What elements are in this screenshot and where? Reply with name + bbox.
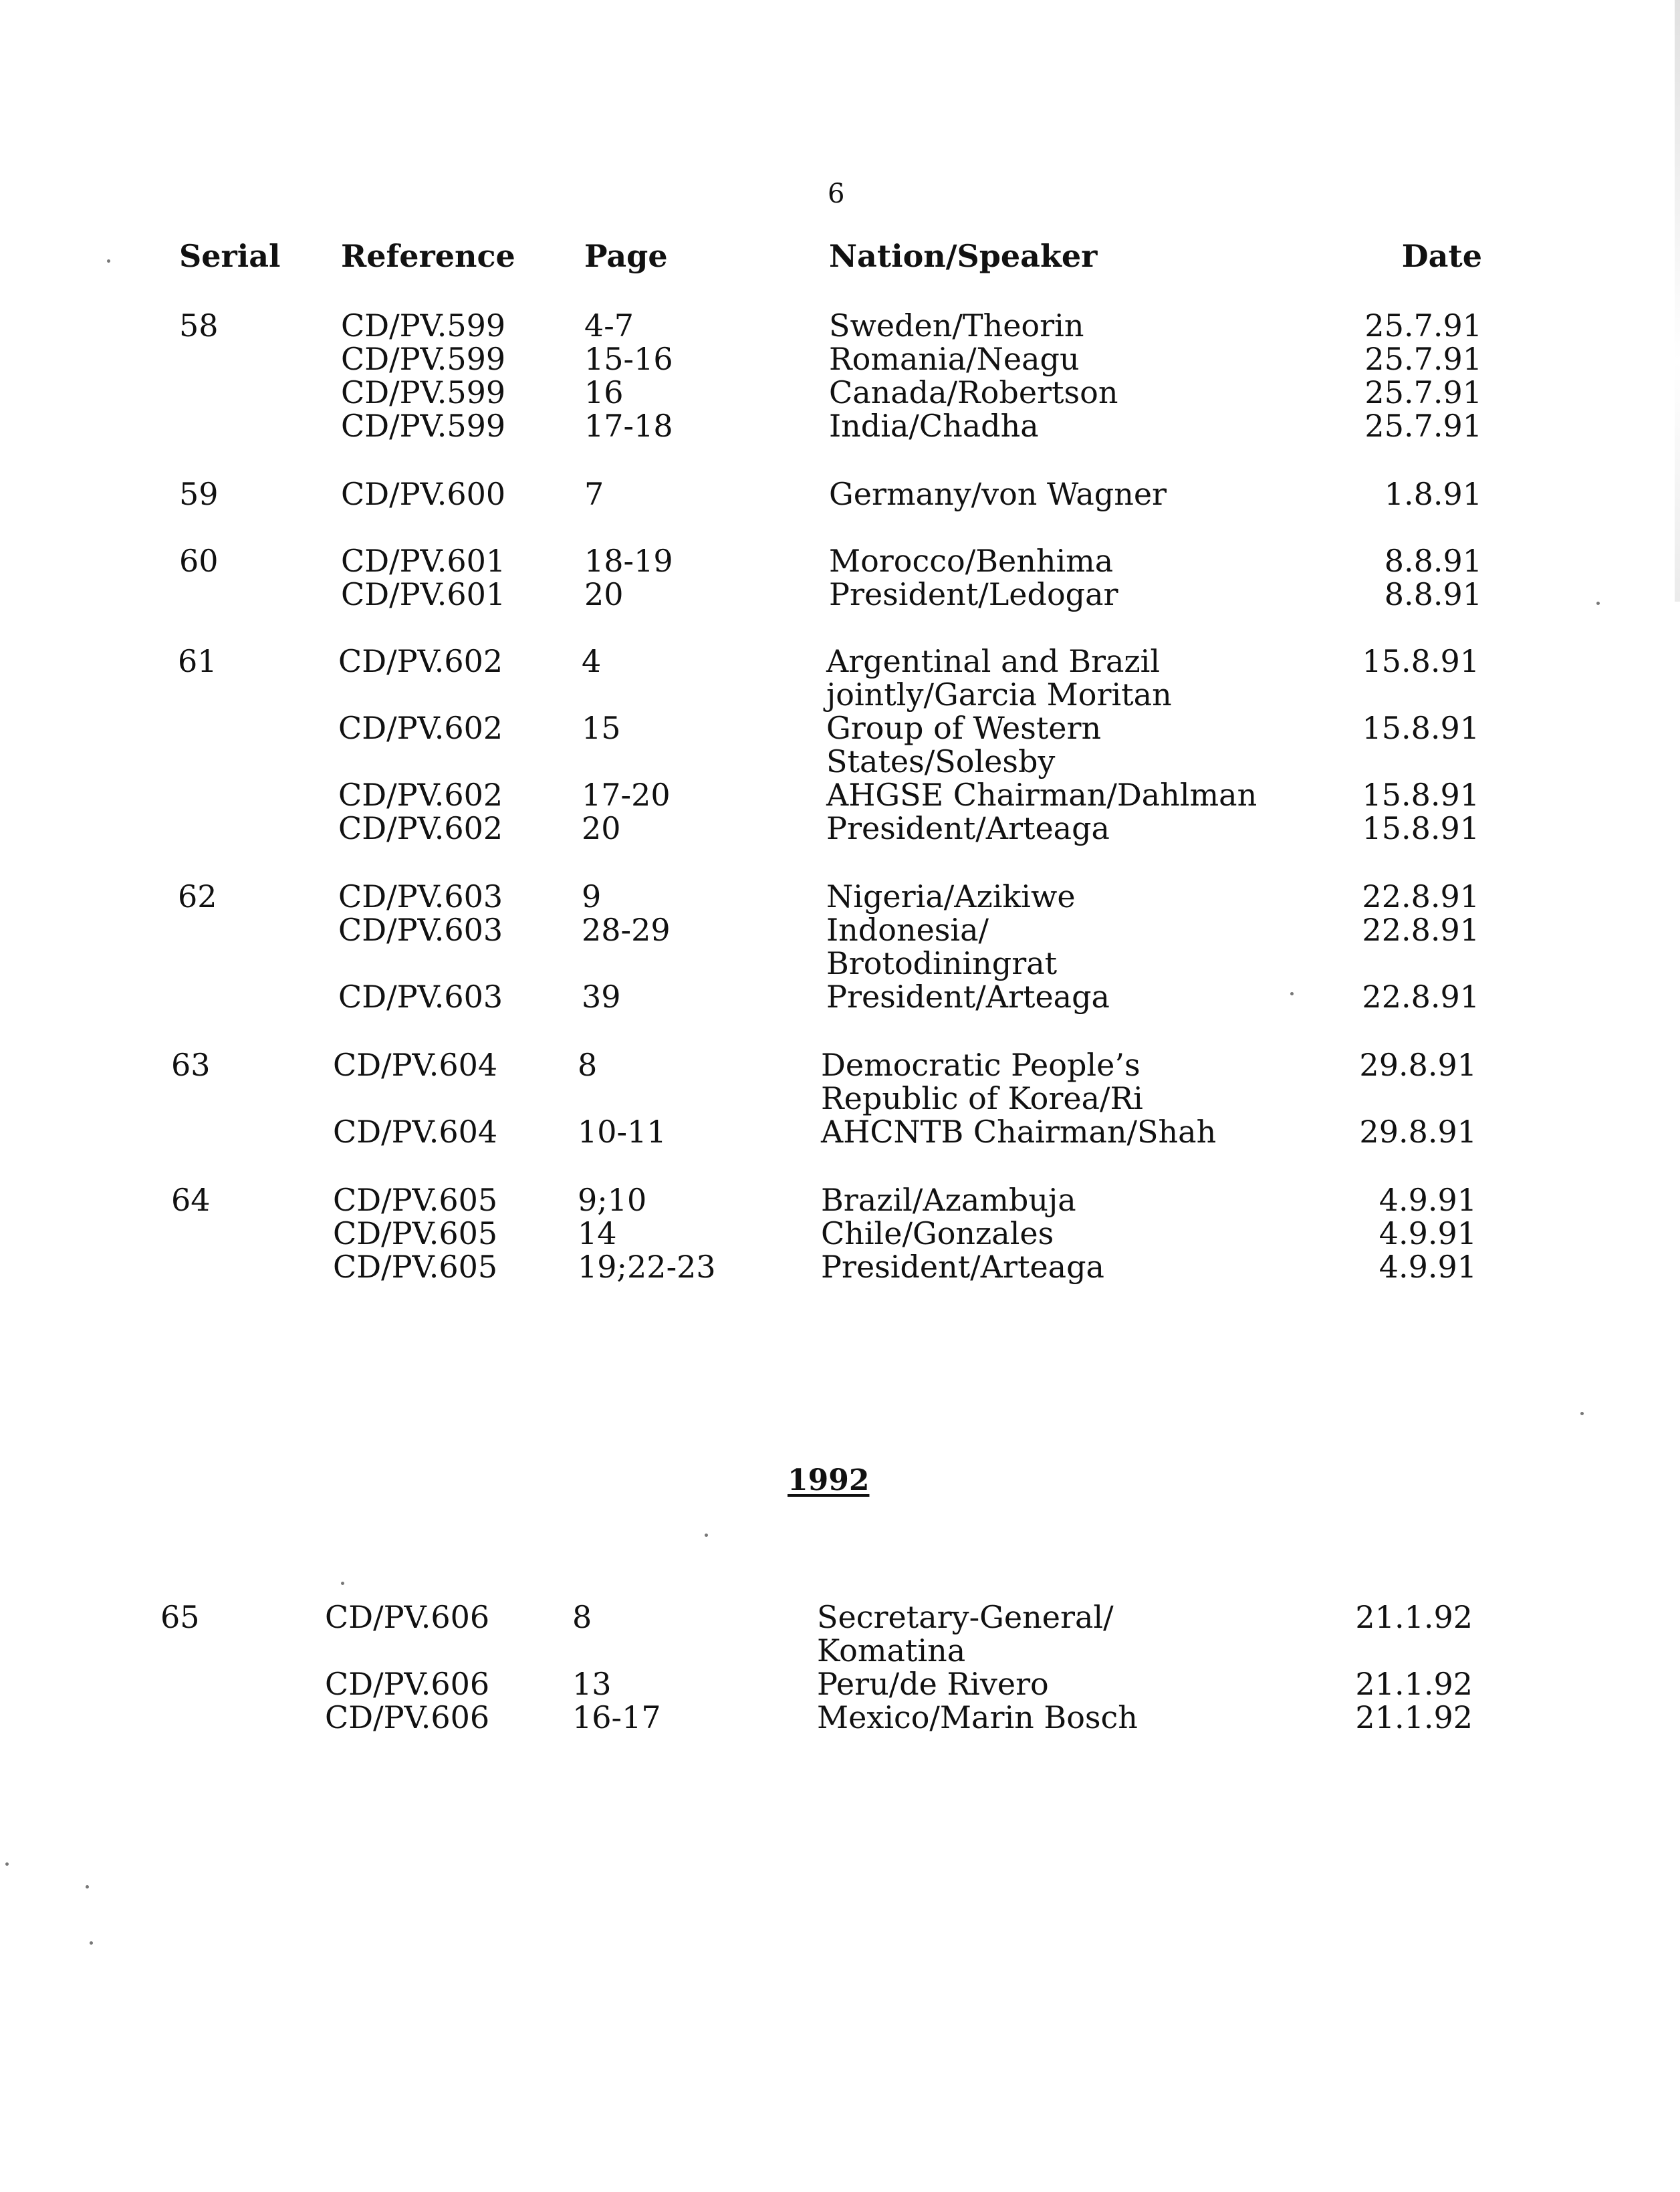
scan-edge-mark — [1675, 0, 1680, 602]
nation-speaker-cell: Canada/Robertson — [829, 374, 1118, 410]
reference-cell: CD/PV.605 — [333, 1249, 498, 1285]
reference-cell: CD/PV.603 — [338, 878, 503, 915]
header-page: Page — [584, 238, 668, 274]
date-cell: 25.7.91 — [1364, 374, 1482, 410]
page-cell: 16 — [584, 374, 624, 410]
page-cell: 17-20 — [582, 777, 671, 813]
page-cell: 28-29 — [582, 912, 671, 948]
page-cell: 8 — [578, 1047, 598, 1083]
scan-speck — [1290, 992, 1294, 995]
reference-cell: CD/PV.604 — [333, 1114, 498, 1150]
nation-speaker-cell: Group of Western — [826, 710, 1102, 746]
reference-cell: CD/PV.605 — [333, 1215, 498, 1251]
page-cell: 15 — [582, 710, 621, 746]
scan-speck — [341, 1582, 344, 1585]
reference-cell: CD/PV.606 — [325, 1666, 490, 1702]
reference-cell: CD/PV.599 — [341, 341, 506, 377]
scan-speck — [5, 1862, 9, 1866]
nation-speaker-cell: President/Arteaga — [821, 1249, 1104, 1285]
reference-cell: CD/PV.603 — [338, 912, 503, 948]
reference-cell: CD/PV.604 — [333, 1047, 498, 1083]
date-cell: 25.7.91 — [1364, 341, 1482, 377]
nation-speaker-cell-continued: States/Solesby — [826, 743, 1056, 779]
reference-cell: CD/PV.599 — [341, 408, 506, 444]
page-cell: 14 — [578, 1215, 617, 1251]
reference-cell: CD/PV.602 — [338, 643, 503, 679]
date-cell: 4.9.91 — [1378, 1182, 1477, 1218]
page-cell: 16-17 — [572, 1699, 661, 1735]
reference-cell: CD/PV.602 — [338, 777, 503, 813]
date-cell: 15.8.91 — [1362, 710, 1479, 746]
nation-speaker-cell: President/Arteaga — [826, 810, 1110, 846]
year-heading: 1992 — [788, 1463, 870, 1497]
header-reference: Reference — [341, 238, 515, 274]
scan-speck — [107, 259, 110, 263]
reference-cell: CD/PV.606 — [325, 1699, 490, 1735]
reference-cell: CD/PV.606 — [325, 1599, 490, 1635]
page-cell: 18-19 — [584, 543, 673, 579]
serial-cell: 63 — [171, 1047, 211, 1083]
page-cell: 13 — [572, 1666, 612, 1702]
date-cell: 8.8.91 — [1384, 576, 1482, 612]
page-cell: 9;10 — [578, 1182, 647, 1218]
date-cell: 21.1.92 — [1355, 1666, 1473, 1702]
page-cell: 8 — [572, 1599, 592, 1635]
nation-speaker-cell: Nigeria/Azikiwe — [826, 878, 1076, 915]
nation-speaker-cell: Secretary-General/ — [817, 1599, 1114, 1635]
nation-speaker-cell: Argentinal and Brazil — [826, 643, 1161, 679]
scan-speck — [90, 1941, 93, 1945]
serial-cell: 64 — [171, 1182, 211, 1218]
date-cell: 4.9.91 — [1378, 1249, 1477, 1285]
scan-speck — [86, 1885, 89, 1889]
nation-speaker-cell: Sweden/Theorin — [829, 308, 1084, 344]
nation-speaker-cell: Indonesia/ — [826, 912, 989, 948]
page-cell: 4 — [582, 643, 602, 679]
date-cell: 22.8.91 — [1362, 878, 1479, 915]
nation-speaker-cell-continued: Republic of Korea/Ri — [821, 1080, 1143, 1116]
date-cell: 4.9.91 — [1378, 1215, 1477, 1251]
reference-cell: CD/PV.605 — [333, 1182, 498, 1218]
reference-cell: CD/PV.599 — [341, 308, 506, 344]
page-cell: 20 — [582, 810, 621, 846]
header-serial: Serial — [179, 238, 281, 274]
date-cell: 29.8.91 — [1359, 1047, 1477, 1083]
date-cell: 1.8.91 — [1384, 476, 1482, 512]
serial-cell: 62 — [178, 878, 217, 915]
date-cell: 15.8.91 — [1362, 643, 1479, 679]
page-cell: 19;22-23 — [578, 1249, 716, 1285]
serial-cell: 60 — [179, 543, 219, 579]
nation-speaker-cell: Germany/von Wagner — [829, 476, 1167, 512]
reference-cell: CD/PV.601 — [341, 576, 506, 612]
serial-cell: 58 — [179, 308, 219, 344]
nation-speaker-cell: President/Arteaga — [826, 979, 1110, 1015]
scan-speck — [1580, 1412, 1584, 1415]
nation-speaker-cell: Mexico/Marin Bosch — [817, 1699, 1138, 1735]
date-cell: 8.8.91 — [1384, 543, 1482, 579]
nation-speaker-cell: India/Chadha — [829, 408, 1039, 444]
date-cell: 25.7.91 — [1364, 308, 1482, 344]
reference-cell: CD/PV.602 — [338, 810, 503, 846]
page-cell: 15-16 — [584, 341, 673, 377]
date-cell: 15.8.91 — [1362, 810, 1479, 846]
reference-cell: CD/PV.602 — [338, 710, 503, 746]
page-cell: 9 — [582, 878, 602, 915]
reference-cell: CD/PV.601 — [341, 543, 506, 579]
serial-cell: 65 — [160, 1599, 200, 1635]
scan-speck — [1596, 602, 1600, 605]
date-cell: 21.1.92 — [1355, 1699, 1473, 1735]
nation-speaker-cell-continued: Brotodiningrat — [826, 945, 1058, 981]
page-cell: 39 — [582, 979, 621, 1015]
header-date: Date — [1401, 238, 1482, 274]
page-cell: 10-11 — [578, 1114, 667, 1150]
nation-speaker-cell: President/Ledogar — [829, 576, 1118, 612]
page-cell: 4-7 — [584, 308, 634, 344]
page-number: 6 — [828, 178, 845, 209]
nation-speaker-cell: AHGSE Chairman/Dahlman — [826, 777, 1257, 813]
date-cell: 22.8.91 — [1362, 979, 1479, 1015]
date-cell: 29.8.91 — [1359, 1114, 1477, 1150]
nation-speaker-cell: Chile/Gonzales — [821, 1215, 1054, 1251]
reference-cell: CD/PV.603 — [338, 979, 503, 1015]
serial-cell: 61 — [178, 643, 217, 679]
nation-speaker-cell-continued: jointly/Garcia Moritan — [826, 677, 1172, 713]
date-cell: 22.8.91 — [1362, 912, 1479, 948]
nation-speaker-cell: Peru/de Rivero — [817, 1666, 1049, 1702]
nation-speaker-cell: AHCNTB Chairman/Shah — [821, 1114, 1217, 1150]
serial-cell: 59 — [179, 476, 219, 512]
header-nation-speaker: Nation/Speaker — [829, 238, 1098, 274]
page-cell: 7 — [584, 476, 604, 512]
page-cell: 20 — [584, 576, 624, 612]
reference-cell: CD/PV.599 — [341, 374, 506, 410]
nation-speaker-cell: Romania/Neagu — [829, 341, 1080, 377]
date-cell: 25.7.91 — [1364, 408, 1482, 444]
reference-cell: CD/PV.600 — [341, 476, 506, 512]
nation-speaker-cell: Brazil/Azambuja — [821, 1182, 1076, 1218]
nation-speaker-cell: Morocco/Benhima — [829, 543, 1114, 579]
nation-speaker-cell: Democratic People’s — [821, 1047, 1141, 1083]
scan-speck — [705, 1534, 708, 1537]
date-cell: 21.1.92 — [1355, 1599, 1473, 1635]
nation-speaker-cell-continued: Komatina — [817, 1632, 966, 1669]
page-cell: 17-18 — [584, 408, 673, 444]
date-cell: 15.8.91 — [1362, 777, 1479, 813]
